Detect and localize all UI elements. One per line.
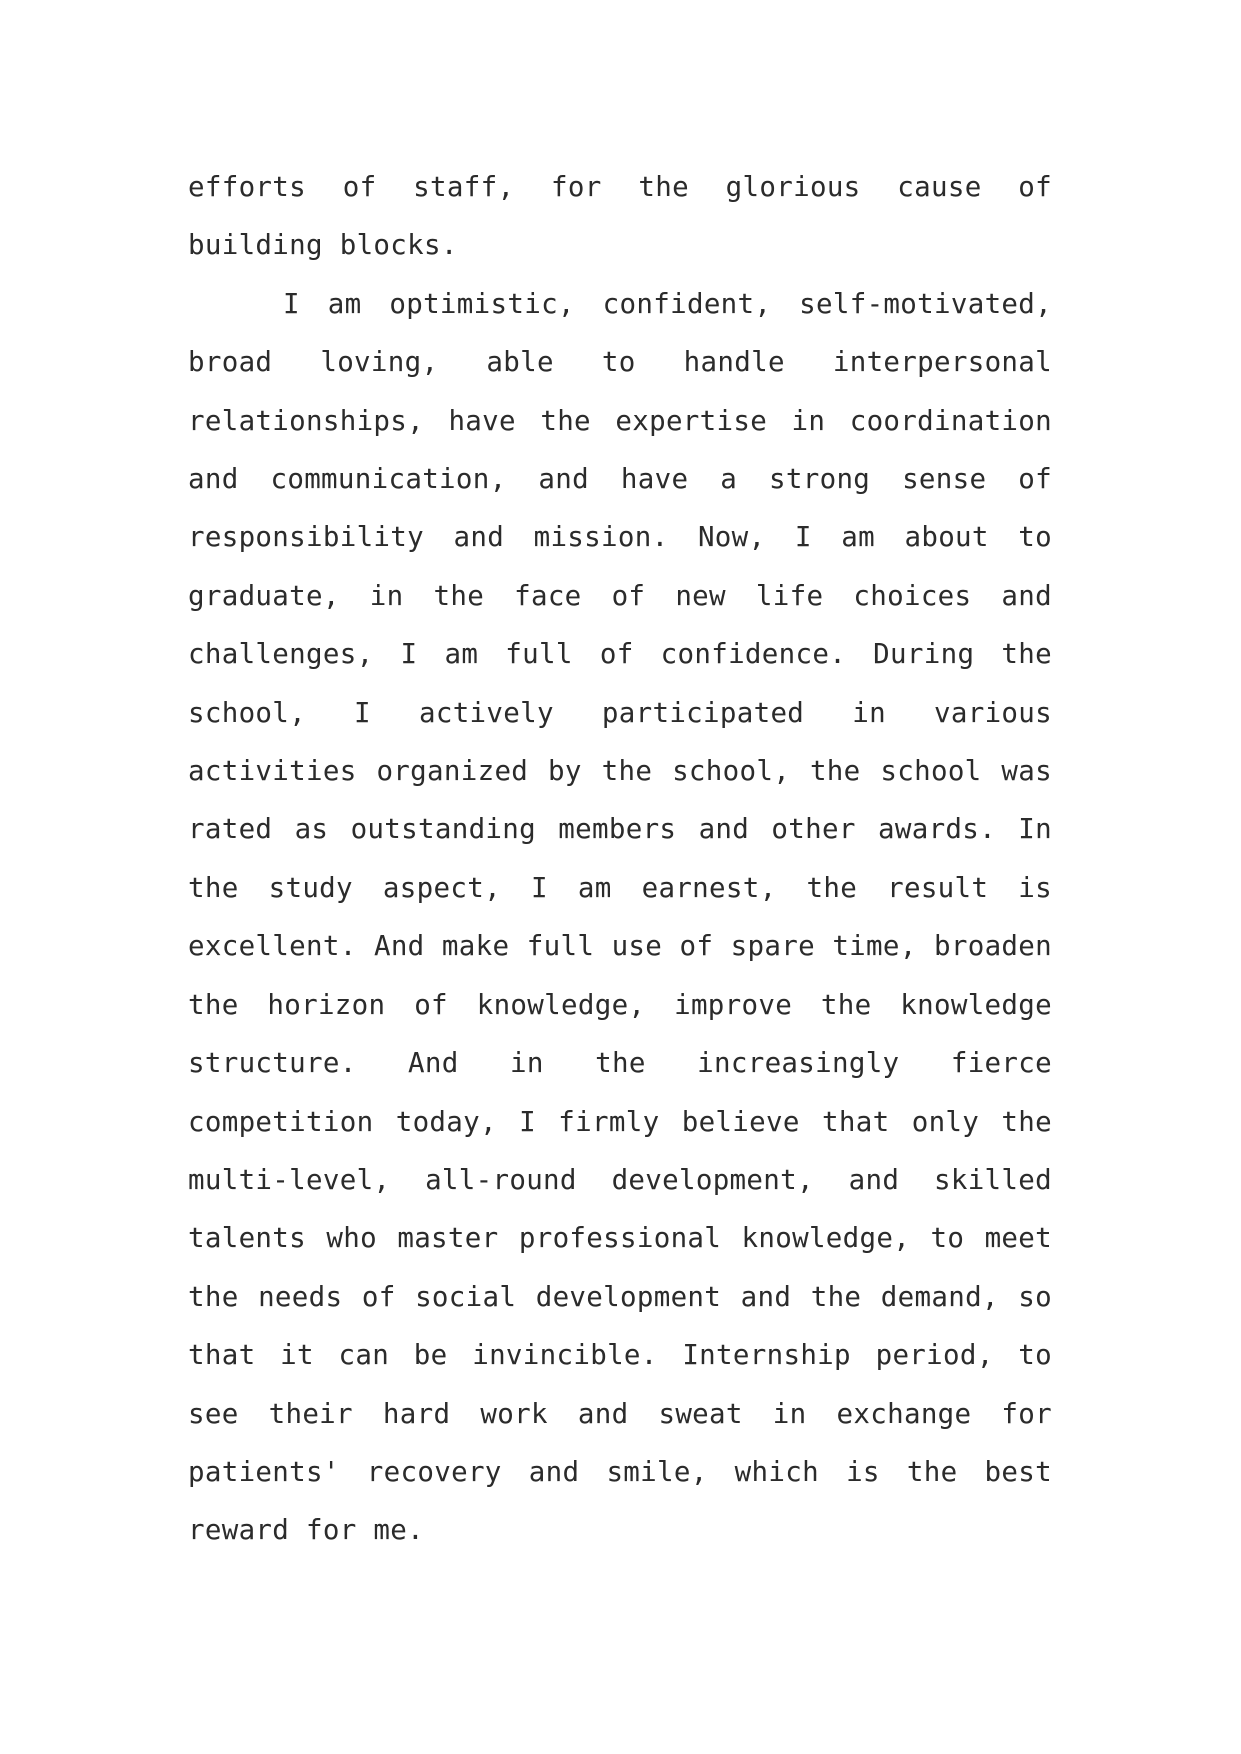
paragraph-self-description: I am optimistic, confident, self-motivated, broad loving, able to handle interpersonal relationships, have the expertise in coordination and communication, and have a strong sense of responsibility and mission. Now, I am about to graduate, in the face of new life choices and challenges, I am full of confidence. During the school, I actively participated in various activities organized by the school, the school was rated as outstanding members and other awards. In the study aspect, I am earnest, the result is excellent. And make full use of spare time, broaden the horizon of knowledge, improve the knowledge structure. And in the increasingly fierce competition today, I firmly believe that only the multi-level, all-round development, and skilled talents who master professional knowledge, to meet the needs of social development and the demand, so that it can be invincible. Internship period, to see their hard work and sweat in exchange for patients' recovery and smile, which is the best reward for me. xyxy=(188,287,1052,1547)
paragraph-continued: efforts of staff, for the glorious cause of building blocks. xyxy=(188,171,1052,262)
body-text xyxy=(188,158,1052,1560)
